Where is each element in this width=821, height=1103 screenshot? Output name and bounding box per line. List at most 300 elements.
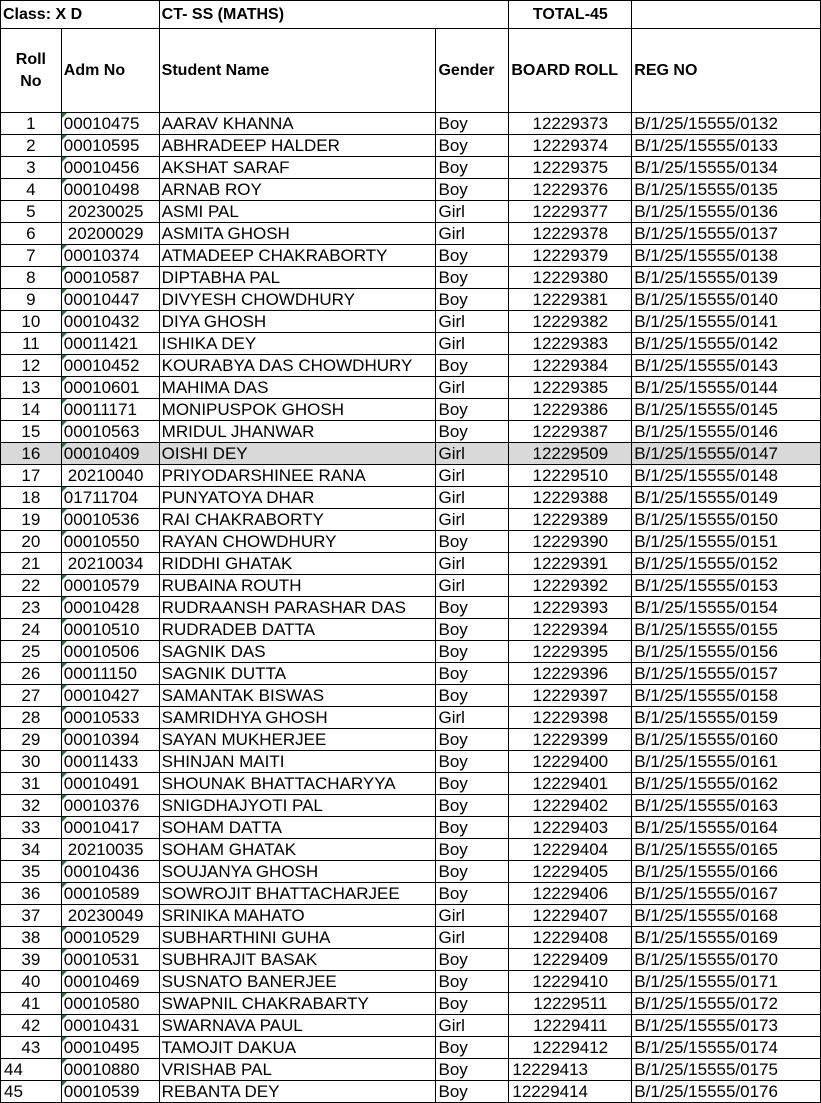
- cell-board-roll[interactable]: [509, 817, 632, 839]
- cell-student-name[interactable]: [159, 861, 436, 883]
- cell-roll-no[interactable]: [1, 839, 62, 861]
- cell-roll-no[interactable]: [1, 267, 62, 289]
- cell-student-name[interactable]: [159, 729, 436, 751]
- cell-reg-no[interactable]: [632, 355, 821, 377]
- cell-gender[interactable]: [436, 883, 509, 905]
- cell-adm-no[interactable]: [61, 751, 159, 773]
- cell-gender[interactable]: [436, 597, 509, 619]
- cell-gender[interactable]: [436, 773, 509, 795]
- cell-board-roll[interactable]: [509, 663, 632, 685]
- cell-roll-no[interactable]: [1, 1015, 62, 1037]
- cell-student-name[interactable]: [159, 553, 436, 575]
- cell-gender[interactable]: [436, 905, 509, 927]
- cell-roll-no[interactable]: [1, 993, 62, 1015]
- cell-reg-no[interactable]: [632, 575, 821, 597]
- cell-reg-no[interactable]: [632, 223, 821, 245]
- cell-roll-no[interactable]: [1, 949, 62, 971]
- cell-student-name[interactable]: [159, 883, 436, 905]
- cell-adm-no[interactable]: [61, 685, 159, 707]
- cell-student-name[interactable]: [159, 1037, 436, 1059]
- cell-roll-no[interactable]: [1, 135, 62, 157]
- cell-adm-no[interactable]: [61, 135, 159, 157]
- cell-board-roll[interactable]: [509, 619, 632, 641]
- cell-roll-no[interactable]: [1, 641, 62, 663]
- cell-board-roll[interactable]: [509, 1081, 632, 1103]
- cell-reg-no[interactable]: [632, 949, 821, 971]
- cell-roll-no-text: 20: [21, 531, 41, 551]
- cell-adm-no[interactable]: [61, 817, 159, 839]
- cell-gender-text: Boy: [438, 267, 468, 287]
- cell-gender[interactable]: [436, 575, 509, 597]
- cell-board-roll[interactable]: [509, 553, 632, 575]
- cell-roll-no[interactable]: [1, 1081, 62, 1103]
- cell-gender[interactable]: [436, 135, 509, 157]
- cell-roll-no[interactable]: [1, 773, 62, 795]
- cell-roll-no[interactable]: [1, 751, 62, 773]
- cell-adm-no[interactable]: [61, 487, 159, 509]
- cell-gender[interactable]: [436, 223, 509, 245]
- cell-reg-no[interactable]: [632, 399, 821, 421]
- cell-reg-no[interactable]: [632, 443, 821, 465]
- cell-gender[interactable]: [436, 817, 509, 839]
- cell-board-roll[interactable]: [509, 113, 632, 135]
- cell-board-roll-text: 12229385: [532, 377, 609, 397]
- cell-student-name[interactable]: [159, 113, 436, 135]
- cell-gender[interactable]: [436, 245, 509, 267]
- header-gender[interactable]: Gender: [436, 29, 509, 113]
- cell-roll-no[interactable]: [1, 531, 62, 553]
- cell-gender[interactable]: [436, 663, 509, 685]
- cell-roll-no[interactable]: [1, 861, 62, 883]
- cell-board-roll[interactable]: [509, 685, 632, 707]
- cell-student-name[interactable]: [159, 245, 436, 267]
- cell-roll-no[interactable]: [1, 509, 62, 531]
- cell-reg-no[interactable]: [632, 839, 821, 861]
- cell-roll-no[interactable]: [1, 465, 62, 487]
- cell-gender[interactable]: [436, 993, 509, 1015]
- cell-student-name[interactable]: [159, 641, 436, 663]
- cell-student-name[interactable]: [159, 179, 436, 201]
- cell-roll-no[interactable]: [1, 245, 62, 267]
- cell-student-name[interactable]: [159, 509, 436, 531]
- cell-gender[interactable]: [436, 113, 509, 135]
- cell-reg-no[interactable]: [632, 465, 821, 487]
- cell-roll-no[interactable]: [1, 201, 62, 223]
- cell-student-name[interactable]: [159, 311, 436, 333]
- text-number-indicator-icon: [62, 619, 67, 624]
- cell-adm-no[interactable]: [61, 905, 159, 927]
- cell-roll-no[interactable]: [1, 575, 62, 597]
- cell-adm-no[interactable]: [61, 245, 159, 267]
- cell-adm-no[interactable]: [61, 597, 159, 619]
- cell-gender[interactable]: [436, 685, 509, 707]
- cell-board-roll[interactable]: [509, 245, 632, 267]
- cell-student-name[interactable]: [159, 817, 436, 839]
- cell-adm-no[interactable]: [61, 311, 159, 333]
- cell-roll-no[interactable]: [1, 971, 62, 993]
- cell-gender[interactable]: [436, 201, 509, 223]
- cell-adm-no[interactable]: [61, 1059, 159, 1081]
- cell-gender[interactable]: [436, 443, 509, 465]
- cell-roll-no[interactable]: [1, 1037, 62, 1059]
- cell-student-name[interactable]: [159, 1015, 436, 1037]
- empty-title-cell[interactable]: [632, 1, 821, 29]
- cell-adm-no[interactable]: [61, 883, 159, 905]
- cell-student-name[interactable]: [159, 465, 436, 487]
- cell-adm-no[interactable]: [61, 289, 159, 311]
- cell-board-roll[interactable]: [509, 993, 632, 1015]
- cell-board-roll[interactable]: [509, 267, 632, 289]
- cell-board-roll[interactable]: [509, 135, 632, 157]
- cell-gender[interactable]: [436, 927, 509, 949]
- cell-gender-text: Boy: [438, 663, 468, 683]
- cell-reg-no[interactable]: [632, 993, 821, 1015]
- cell-student-name[interactable]: [159, 751, 436, 773]
- cell-board-roll[interactable]: [509, 773, 632, 795]
- cell-reg-no[interactable]: [632, 707, 821, 729]
- cell-roll-no-text: 27: [21, 685, 41, 705]
- cell-roll-no[interactable]: [1, 333, 62, 355]
- cell-board-roll[interactable]: [509, 839, 632, 861]
- cell-board-roll[interactable]: [509, 399, 632, 421]
- cell-adm-no[interactable]: [61, 641, 159, 663]
- cell-reg-no[interactable]: [632, 289, 821, 311]
- cell-gender-text: Boy: [438, 1037, 468, 1057]
- cell-board-roll[interactable]: [509, 1037, 632, 1059]
- cell-student-name[interactable]: [159, 333, 436, 355]
- cell-reg-no[interactable]: [632, 245, 821, 267]
- cell-roll-no[interactable]: [1, 927, 62, 949]
- cell-board-roll[interactable]: [509, 531, 632, 553]
- cell-adm-no[interactable]: [61, 993, 159, 1015]
- cell-adm-no[interactable]: [61, 707, 159, 729]
- cell-roll-no[interactable]: [1, 377, 62, 399]
- cell-board-roll[interactable]: [509, 575, 632, 597]
- cell-roll-no[interactable]: [1, 443, 62, 465]
- class-label[interactable]: Class: X D: [1, 1, 160, 29]
- cell-gender[interactable]: [436, 531, 509, 553]
- cell-board-roll[interactable]: [509, 905, 632, 927]
- test-label[interactable]: CT- SS (MATHS): [159, 1, 509, 29]
- cell-student-name[interactable]: [159, 487, 436, 509]
- cell-board-roll-text: 12229400: [532, 751, 609, 771]
- cell-gender[interactable]: [436, 289, 509, 311]
- cell-board-roll[interactable]: [509, 377, 632, 399]
- cell-gender[interactable]: [436, 1059, 509, 1081]
- cell-student-name[interactable]: [159, 949, 436, 971]
- header-adm-no[interactable]: Adm No: [61, 29, 159, 113]
- cell-board-roll[interactable]: [509, 465, 632, 487]
- cell-roll-no[interactable]: [1, 311, 62, 333]
- cell-reg-no[interactable]: [632, 135, 821, 157]
- cell-reg-no[interactable]: [632, 619, 821, 641]
- cell-adm-no[interactable]: [61, 971, 159, 993]
- cell-reg-no[interactable]: [632, 861, 821, 883]
- cell-board-roll[interactable]: [509, 179, 632, 201]
- cell-student-name[interactable]: [159, 575, 436, 597]
- cell-adm-no[interactable]: [61, 575, 159, 597]
- cell-gender[interactable]: [436, 377, 509, 399]
- cell-gender[interactable]: [436, 333, 509, 355]
- cell-gender[interactable]: [436, 619, 509, 641]
- cell-board-roll[interactable]: [509, 311, 632, 333]
- cell-reg-no[interactable]: [632, 421, 821, 443]
- cell-reg-no[interactable]: [632, 333, 821, 355]
- cell-board-roll[interactable]: [509, 201, 632, 223]
- cell-gender[interactable]: [436, 1081, 509, 1103]
- cell-board-roll[interactable]: [509, 355, 632, 377]
- cell-reg-no[interactable]: [632, 729, 821, 751]
- cell-adm-no[interactable]: [61, 201, 159, 223]
- cell-roll-no[interactable]: [1, 487, 62, 509]
- cell-adm-no[interactable]: [61, 421, 159, 443]
- cell-reg-no[interactable]: [632, 663, 821, 685]
- cell-student-name[interactable]: [159, 597, 436, 619]
- cell-board-roll[interactable]: [509, 443, 632, 465]
- cell-student-name[interactable]: [159, 1059, 436, 1081]
- cell-adm-no[interactable]: [61, 927, 159, 949]
- cell-board-roll[interactable]: [509, 1059, 632, 1081]
- cell-student-name[interactable]: [159, 443, 436, 465]
- cell-gender-text: Boy: [438, 795, 468, 815]
- text-number-indicator-icon: [62, 509, 67, 514]
- cell-adm-no[interactable]: [61, 399, 159, 421]
- cell-roll-no[interactable]: [1, 355, 62, 377]
- cell-roll-no[interactable]: [1, 905, 62, 927]
- cell-student-name[interactable]: [159, 971, 436, 993]
- cell-roll-no[interactable]: [1, 729, 62, 751]
- cell-reg-no[interactable]: [632, 751, 821, 773]
- cell-adm-no[interactable]: [61, 663, 159, 685]
- cell-roll-no[interactable]: [1, 707, 62, 729]
- cell-reg-no[interactable]: [632, 1037, 821, 1059]
- cell-student-name[interactable]: [159, 663, 436, 685]
- cell-board-roll[interactable]: [509, 597, 632, 619]
- cell-gender[interactable]: [436, 1037, 509, 1059]
- cell-adm-no[interactable]: [61, 1015, 159, 1037]
- cell-reg-no[interactable]: [632, 509, 821, 531]
- cell-roll-no[interactable]: [1, 113, 62, 135]
- cell-student-name[interactable]: [159, 399, 436, 421]
- header-roll-no[interactable]: Roll No: [1, 29, 62, 113]
- cell-roll-no-text: 44: [4, 1059, 23, 1079]
- cell-reg-no[interactable]: [632, 157, 821, 179]
- cell-reg-no[interactable]: [632, 795, 821, 817]
- cell-board-roll[interactable]: [509, 949, 632, 971]
- cell-adm-no[interactable]: [61, 619, 159, 641]
- cell-student-name[interactable]: [159, 927, 436, 949]
- cell-roll-no[interactable]: [1, 795, 62, 817]
- cell-reg-no[interactable]: [632, 267, 821, 289]
- cell-gender[interactable]: [436, 399, 509, 421]
- cell-gender[interactable]: [436, 179, 509, 201]
- cell-gender[interactable]: [436, 553, 509, 575]
- cell-board-roll[interactable]: [509, 223, 632, 245]
- cell-gender[interactable]: [436, 729, 509, 751]
- cell-gender[interactable]: [436, 1015, 509, 1037]
- cell-reg-no[interactable]: [632, 773, 821, 795]
- cell-student-name[interactable]: [159, 201, 436, 223]
- cell-student-name[interactable]: [159, 531, 436, 553]
- cell-roll-no[interactable]: [1, 421, 62, 443]
- cell-gender[interactable]: [436, 267, 509, 289]
- cell-adm-no[interactable]: [61, 553, 159, 575]
- cell-board-roll[interactable]: [509, 927, 632, 949]
- cell-student-name[interactable]: [159, 905, 436, 927]
- header-student-name[interactable]: Student Name: [159, 29, 436, 113]
- cell-board-roll[interactable]: [509, 707, 632, 729]
- cell-adm-no[interactable]: [61, 509, 159, 531]
- cell-roll-no[interactable]: [1, 663, 62, 685]
- cell-board-roll-text: 12229412: [532, 1037, 609, 1057]
- cell-gender[interactable]: [436, 971, 509, 993]
- cell-gender[interactable]: [436, 839, 509, 861]
- cell-board-roll[interactable]: [509, 157, 632, 179]
- cell-adm-no[interactable]: [61, 1081, 159, 1103]
- cell-student-name[interactable]: [159, 839, 436, 861]
- cell-adm-no[interactable]: [61, 531, 159, 553]
- cell-reg-no[interactable]: [632, 1015, 821, 1037]
- cell-roll-no[interactable]: [1, 157, 62, 179]
- cell-board-roll[interactable]: [509, 1015, 632, 1037]
- cell-student-name[interactable]: [159, 685, 436, 707]
- cell-gender[interactable]: [436, 641, 509, 663]
- cell-reg-no[interactable]: [632, 1059, 821, 1081]
- cell-gender[interactable]: [436, 487, 509, 509]
- cell-student-name-text: REBANTA DEY: [161, 1081, 280, 1101]
- cell-adm-no[interactable]: [61, 223, 159, 245]
- cell-adm-no[interactable]: [61, 267, 159, 289]
- cell-roll-no[interactable]: [1, 619, 62, 641]
- cell-reg-no[interactable]: [632, 487, 821, 509]
- cell-adm-no[interactable]: [61, 465, 159, 487]
- cell-gender[interactable]: [436, 311, 509, 333]
- cell-adm-no[interactable]: [61, 157, 159, 179]
- cell-board-roll[interactable]: [509, 289, 632, 311]
- cell-board-roll[interactable]: [509, 487, 632, 509]
- total-label[interactable]: TOTAL-45: [509, 1, 632, 29]
- cell-board-roll[interactable]: [509, 795, 632, 817]
- header-board-roll[interactable]: BOARD ROLL: [509, 29, 632, 113]
- cell-board-roll[interactable]: [509, 883, 632, 905]
- cell-reg-no[interactable]: [632, 201, 821, 223]
- cell-board-roll[interactable]: [509, 509, 632, 531]
- cell-board-roll[interactable]: [509, 751, 632, 773]
- cell-adm-no[interactable]: [61, 179, 159, 201]
- cell-adm-no[interactable]: [61, 113, 159, 135]
- cell-reg-no[interactable]: [632, 971, 821, 993]
- cell-board-roll-text: 12229403: [532, 817, 609, 837]
- cell-adm-no[interactable]: [61, 355, 159, 377]
- cell-board-roll[interactable]: [509, 861, 632, 883]
- cell-adm-no[interactable]: [61, 839, 159, 861]
- cell-adm-no[interactable]: [61, 861, 159, 883]
- cell-student-name[interactable]: [159, 377, 436, 399]
- cell-adm-no[interactable]: [61, 729, 159, 751]
- cell-gender[interactable]: [436, 355, 509, 377]
- cell-student-name[interactable]: [159, 157, 436, 179]
- cell-reg-no[interactable]: [632, 685, 821, 707]
- cell-gender[interactable]: [436, 751, 509, 773]
- cell-roll-no[interactable]: [1, 289, 62, 311]
- cell-adm-no[interactable]: [61, 377, 159, 399]
- cell-roll-no[interactable]: [1, 179, 62, 201]
- cell-reg-no[interactable]: [632, 883, 821, 905]
- cell-adm-no[interactable]: [61, 795, 159, 817]
- cell-roll-no[interactable]: [1, 399, 62, 421]
- cell-gender[interactable]: [436, 157, 509, 179]
- cell-reg-no[interactable]: [632, 905, 821, 927]
- cell-student-name[interactable]: [159, 289, 436, 311]
- cell-reg-no[interactable]: [632, 817, 821, 839]
- cell-reg-no[interactable]: [632, 113, 821, 135]
- cell-student-name[interactable]: [159, 619, 436, 641]
- cell-board-roll-text: 12229389: [532, 509, 609, 529]
- cell-board-roll-text: 12229399: [532, 729, 609, 749]
- cell-gender[interactable]: [436, 949, 509, 971]
- cell-roll-no-text: 28: [21, 707, 41, 727]
- cell-reg-no[interactable]: [632, 553, 821, 575]
- text-number-indicator-icon: [62, 993, 67, 998]
- cell-gender[interactable]: [436, 421, 509, 443]
- cell-reg-no[interactable]: [632, 927, 821, 949]
- cell-student-name[interactable]: [159, 223, 436, 245]
- cell-roll-no[interactable]: [1, 1059, 62, 1081]
- cell-gender[interactable]: [436, 795, 509, 817]
- cell-gender[interactable]: [436, 861, 509, 883]
- cell-student-name[interactable]: [159, 355, 436, 377]
- cell-student-name[interactable]: [159, 993, 436, 1015]
- cell-roll-no[interactable]: [1, 223, 62, 245]
- header-reg-no[interactable]: REG NO: [632, 29, 821, 113]
- cell-board-roll[interactable]: [509, 421, 632, 443]
- cell-student-name[interactable]: [159, 795, 436, 817]
- cell-board-roll[interactable]: [509, 729, 632, 751]
- cell-student-name[interactable]: [159, 135, 436, 157]
- cell-student-name[interactable]: [159, 421, 436, 443]
- cell-student-name[interactable]: [159, 773, 436, 795]
- cell-roll-no[interactable]: [1, 597, 62, 619]
- cell-adm-no[interactable]: [61, 333, 159, 355]
- cell-adm-no-text: 20230025: [67, 201, 144, 221]
- cell-reg-no[interactable]: [632, 531, 821, 553]
- cell-reg-no[interactable]: [632, 377, 821, 399]
- cell-roll-no[interactable]: [1, 685, 62, 707]
- cell-roll-no[interactable]: [1, 883, 62, 905]
- cell-reg-no[interactable]: [632, 641, 821, 663]
- cell-adm-no[interactable]: [61, 443, 159, 465]
- cell-reg-no[interactable]: [632, 1081, 821, 1103]
- cell-gender[interactable]: [436, 465, 509, 487]
- cell-adm-no[interactable]: [61, 949, 159, 971]
- cell-adm-no[interactable]: [61, 773, 159, 795]
- cell-gender[interactable]: [436, 707, 509, 729]
- cell-board-roll[interactable]: [509, 333, 632, 355]
- cell-student-name[interactable]: [159, 267, 436, 289]
- cell-adm-no[interactable]: [61, 1037, 159, 1059]
- cell-roll-no[interactable]: [1, 817, 62, 839]
- cell-board-roll[interactable]: [509, 641, 632, 663]
- cell-gender[interactable]: [436, 509, 509, 531]
- cell-student-name[interactable]: [159, 1081, 436, 1103]
- cell-reg-no[interactable]: [632, 179, 821, 201]
- cell-board-roll[interactable]: [509, 971, 632, 993]
- cell-student-name[interactable]: [159, 707, 436, 729]
- cell-reg-no-text: B/1/25/15555/0136: [634, 201, 778, 221]
- cell-roll-no[interactable]: [1, 553, 62, 575]
- cell-reg-no[interactable]: [632, 597, 821, 619]
- cell-reg-no[interactable]: [632, 311, 821, 333]
